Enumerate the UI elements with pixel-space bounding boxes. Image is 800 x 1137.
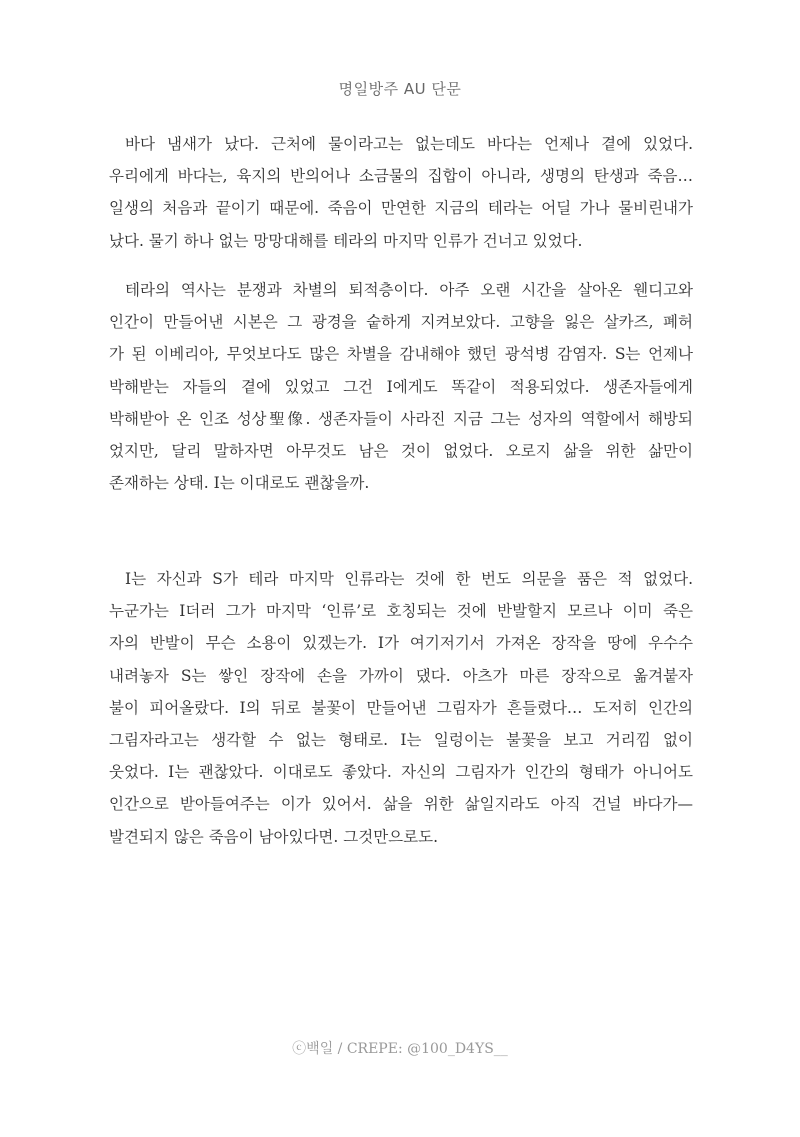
- text-line: 박해받는 자들의 곁에 있었고 그건 I에게도 똑같이 적용되었다. 생존자들에게: [109, 377, 693, 396]
- text-line: I는 자신과 S가 테라 마지막 인류라는 것에 한 번도 의문을 품은 적 없었다.: [125, 570, 693, 588]
- paragraph-1: [109, 128, 693, 257]
- text-line: 누군가는 I더러 그가 마지막 ‘인류’로 호칭되는 것에 반발할지 모르나 이미 죽은: [109, 602, 693, 621]
- copyright-footer: ⓒ백일 / CREPE: @100_D4YS__: [292, 1041, 508, 1057]
- text-line: 났다. 물기 하나 없는 망망대해를 테라의 마지막 인류가 건너고 있었다.: [109, 231, 583, 250]
- paragraph-3: [109, 563, 693, 853]
- text-line: 인간이 만들어낸 시본은 그 광경을 숱하게 지켜보았다. 고향을 잃은 살카즈, 폐허: [109, 313, 693, 332]
- paragraph-2: [109, 274, 693, 499]
- document-title: 명일방주 AU 단문: [338, 80, 462, 98]
- text-line: 가 된 이베리아, 무엇보다도 많은 차별을 감내해야 했던 광석병 감염자. S는 언제나: [109, 345, 693, 364]
- text-line: 웃었다. I는 괜찮았다. 이대로도 좋았다. 자신의 그림자가 인간의 형태가 아니어도: [109, 763, 693, 782]
- text-line: 내려놓자 S는 쌓인 장작에 손을 가까이 댔다. 아츠가 마른 장작으로 옮겨붙자: [109, 666, 693, 685]
- text-line: 박해받아 온 인조 성상聖像. 생존자들이 사라진 지금 그는 성자의 역할에서 해방되: [109, 409, 693, 428]
- text-line: 그림자라고는 생각할 수 없는 형태로. I는 일렁이는 불꽃을 보고 거리낌 없이: [109, 731, 693, 750]
- text-line: 존재하는 상태. I는 이대로도 괜찮을까.: [109, 474, 370, 493]
- text-line: 일생의 처음과 끝이기 때문에. 죽음이 만연한 지금의 테라는 어딜 가나 물비린내가: [109, 199, 693, 218]
- text-line: 불이 피어올랐다. I의 뒤로 불꽃이 만들어낸 그림자가 흔들렸다… 도저히 인간의: [109, 698, 693, 717]
- text-line: 우리에게 바다는, 육지의 반의어나 소금물의 집합이 아니라, 생명의 탄생과 죽음…: [109, 167, 693, 186]
- text-line: 었지만, 달리 말하자면 아무것도 남은 것이 없었다. 오로지 삶을 위한 삶만이: [109, 442, 693, 461]
- text-line: 발견되지 않은 죽음이 남아있다면. 그것만으로도.: [109, 827, 439, 846]
- text-line: 테라의 역사는 분쟁과 차별의 퇴적층이다. 아주 오랜 시간을 살아온 웬디고와: [125, 281, 693, 299]
- text-line: 바다 냄새가 났다. 근처에 물이라고는 없는데도 바다는 언제나 곁에 있었다.: [125, 135, 693, 153]
- text-line: 자의 반발이 무슨 소용이 있겠는가. I가 여기저기서 가져온 장작을 땅에 우수수: [109, 634, 693, 653]
- text-line: 인간으로 받아들여주는 이가 있어서. 삶을 위한 삶일지라도 아직 건널 바다가—: [109, 795, 693, 814]
